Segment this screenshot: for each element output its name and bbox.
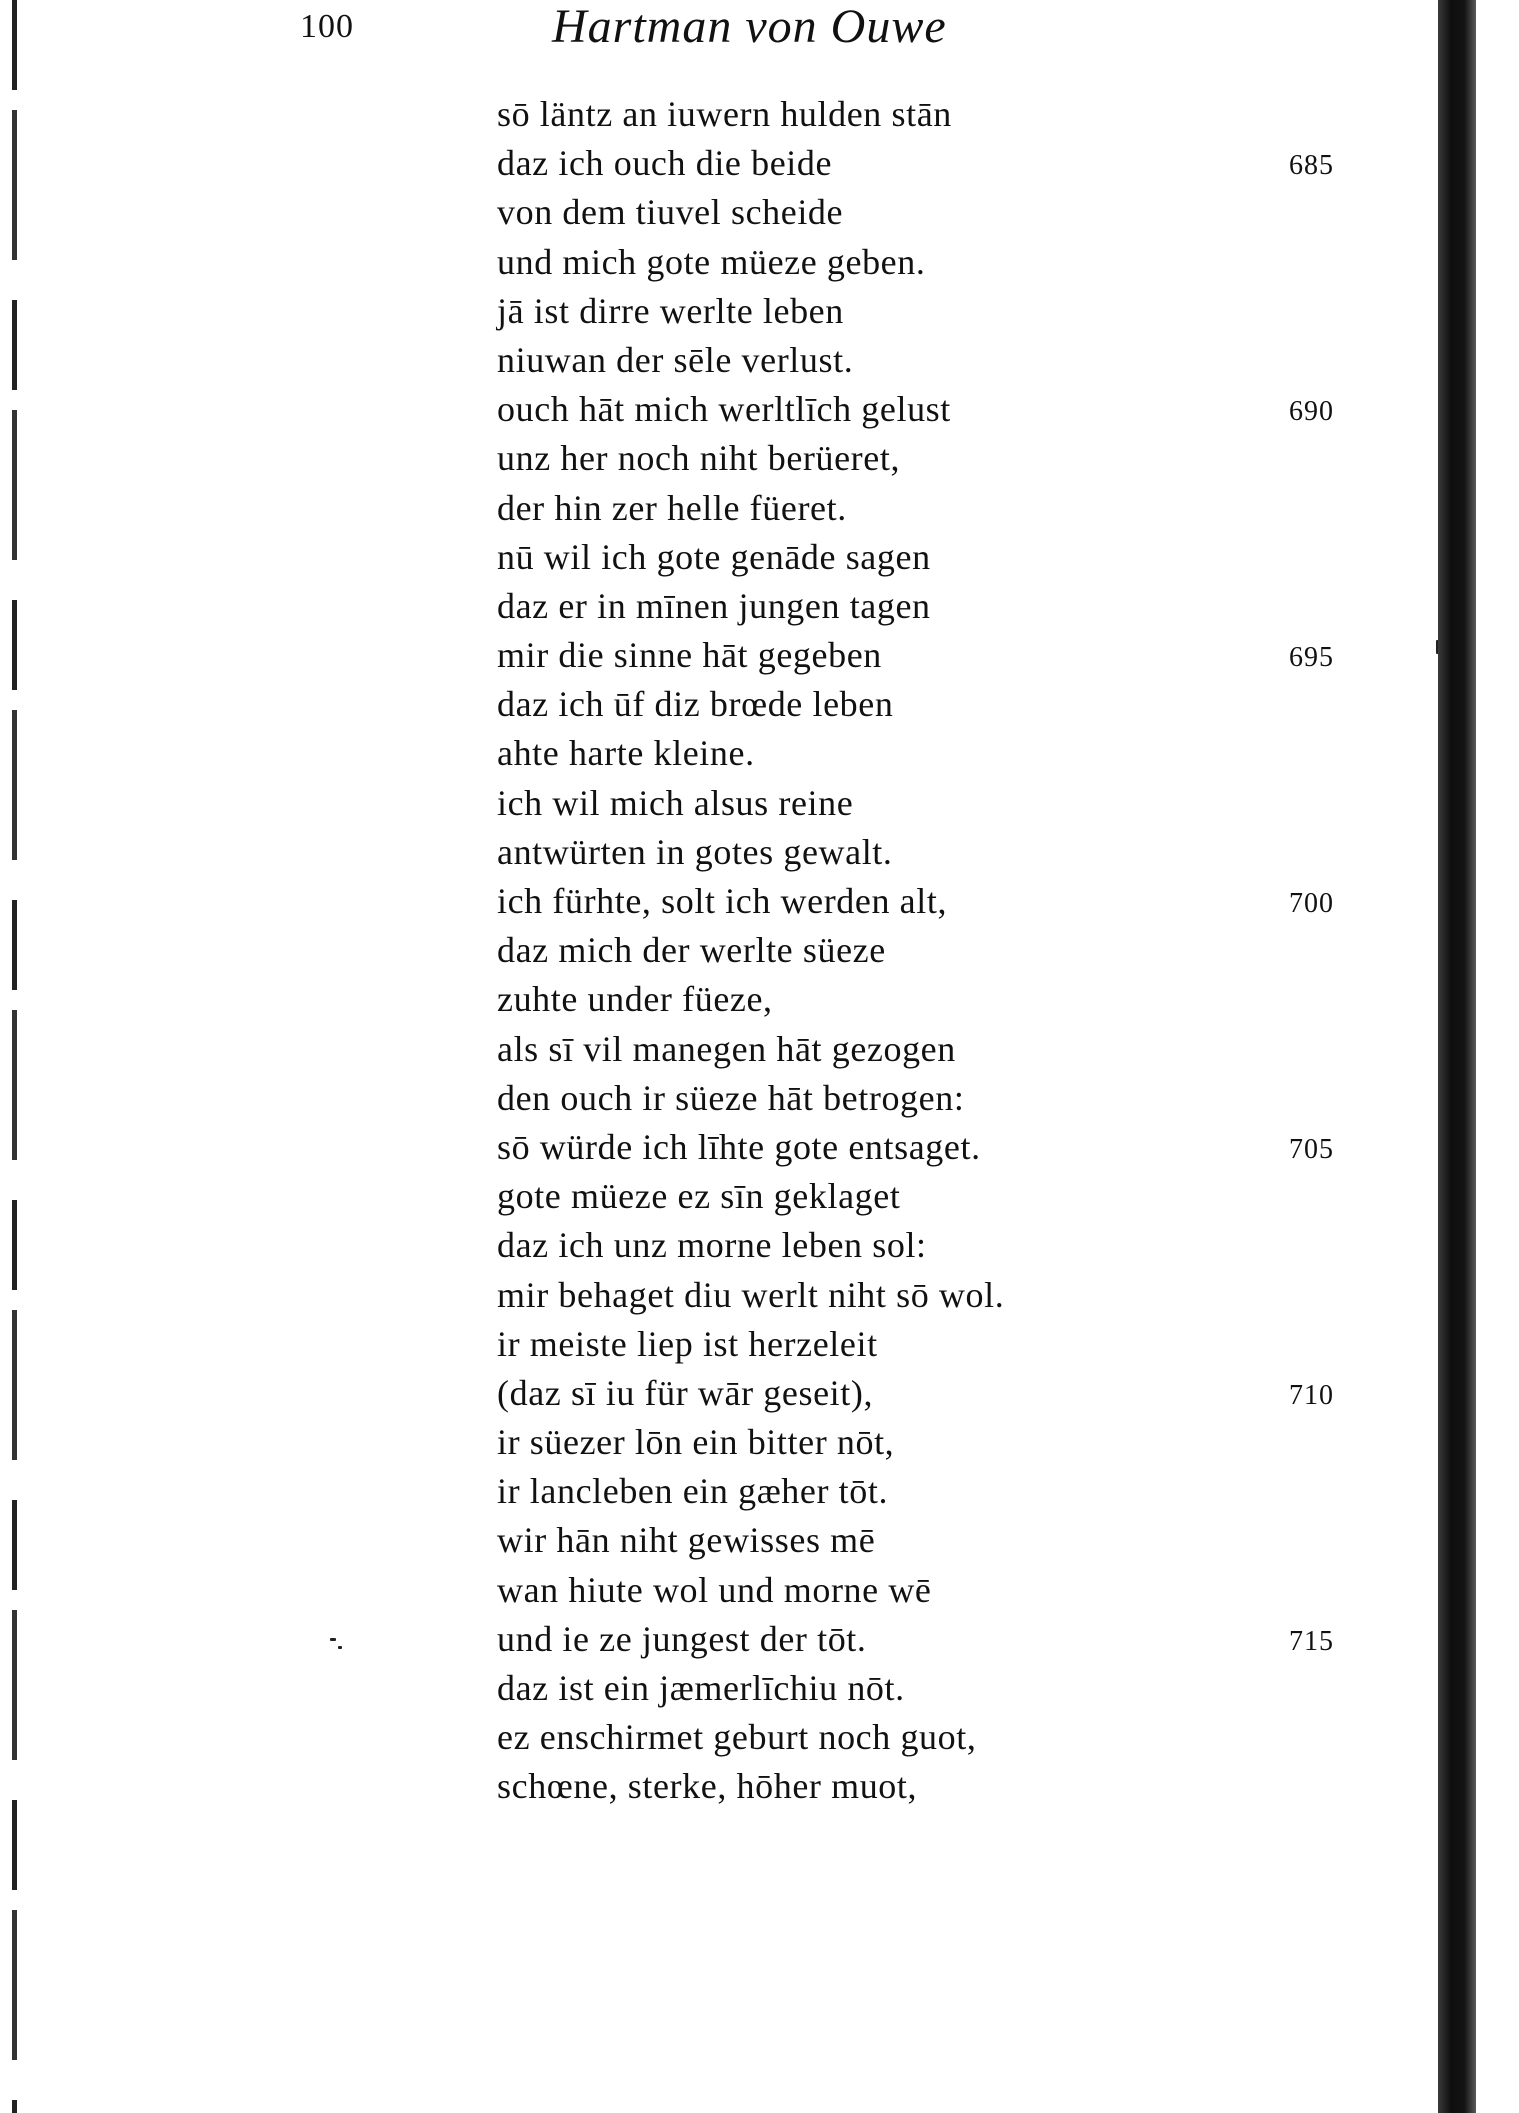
verse-line — [497, 582, 1397, 631]
verse-number: 700 — [1289, 888, 1334, 919]
verse-line — [497, 1271, 1397, 1320]
verse-line — [497, 1615, 1397, 1664]
verse-line — [497, 1713, 1397, 1762]
verse-line — [497, 1320, 1397, 1369]
page-margin-right — [1476, 0, 1519, 2113]
verse-line — [497, 877, 1397, 926]
verse-text: antwürten in gotes gewalt. — [497, 831, 893, 872]
verse-text: ir meiste liep ist herzeleit — [497, 1323, 878, 1364]
verse-text: von dem tiuvel scheide — [497, 192, 844, 233]
verse-block — [497, 90, 1397, 1812]
verse-line — [497, 287, 1397, 336]
verse-text: daz ich ouch die beide — [497, 143, 833, 184]
verse-line — [497, 1369, 1397, 1418]
verse-text: zuhte under füeze, — [497, 979, 773, 1020]
verse-text: (daz sī iu für wār geseit), — [497, 1372, 874, 1413]
verse-text: daz ich ūf diz brœde leben — [497, 684, 894, 725]
verse-text: gote müeze ez sīn geklaget — [497, 1176, 901, 1217]
verse-text: daz mich der werlte süeze — [497, 930, 886, 971]
verse-line — [497, 1566, 1397, 1615]
verse-line — [497, 1467, 1397, 1516]
verse-line — [497, 1172, 1397, 1221]
verse-line — [497, 1418, 1397, 1467]
verse-text: den ouch ir süeze hāt betrogen: — [497, 1077, 965, 1118]
verse-number: 705 — [1289, 1133, 1334, 1165]
verse-text: unz her noch niht berüeret, — [497, 438, 901, 479]
verse-line — [497, 434, 1397, 483]
verse-number: 715 — [1289, 1625, 1334, 1657]
verse-line — [497, 385, 1397, 434]
verse-text: schœne, sterke, hōher muot, — [497, 1766, 918, 1807]
verse-text: ahte harte kleine. — [497, 733, 755, 774]
verse-text: ez enschirmet geburt noch guot, — [497, 1717, 977, 1758]
scan-left-edge — [12, 0, 17, 2113]
verse-text: nū wil ich gote genāde sagen — [497, 536, 931, 577]
verse-line — [497, 533, 1397, 582]
verse-line — [497, 975, 1397, 1024]
verse-line — [497, 238, 1397, 287]
verse-line — [497, 1516, 1397, 1565]
verse-number: 695 — [1289, 642, 1334, 674]
verse-text: ich fürhte, solt ich werden alt, — [497, 881, 948, 921]
verse-line — [497, 1074, 1397, 1123]
verse-text: sō würde ich līhte gote entsaget. — [497, 1126, 981, 1167]
verse-text: niuwan der sēle verlust. — [497, 339, 854, 380]
verse-line — [497, 139, 1397, 188]
verse-text: ich wil mich alsus reine — [497, 782, 854, 823]
verse-text: daz ich unz morne leben sol: — [497, 1225, 927, 1266]
scan-speck — [338, 1646, 342, 1649]
verse-text: ouch hāt mich werltlīch gelust — [497, 389, 951, 430]
verse-line — [497, 1123, 1397, 1172]
verse-text: der hin zer helle füeret. — [497, 487, 847, 528]
verse-line — [497, 188, 1397, 237]
verse-text: wir hān niht gewisses mē — [497, 1520, 876, 1561]
verse-number: 710 — [1289, 1379, 1334, 1411]
binding-shadow — [1438, 0, 1476, 2113]
verse-line — [497, 1025, 1397, 1074]
verse-line — [497, 90, 1397, 139]
verse-line — [497, 631, 1397, 680]
verse-number: 690 — [1289, 396, 1334, 428]
running-head: Hartman von Ouwe — [552, 0, 947, 53]
verse-number: 685 — [1289, 150, 1334, 182]
verse-text: sō läntz an iuwern hulden stān — [497, 94, 952, 134]
verse-line — [497, 828, 1397, 877]
verse-text: mir die sinne hāt gegeben — [497, 635, 882, 676]
verse-text: daz er in mīnen jungen tagen — [497, 585, 931, 626]
verse-text: als sī vil manegen hāt gezogen — [497, 1028, 956, 1069]
verse-text: jā ist dirre werlte leben — [497, 290, 844, 331]
verse-line — [497, 779, 1397, 828]
verse-text: und mich gote müeze geben. — [497, 241, 926, 282]
verse-text: wan hiute wol und morne wē — [497, 1569, 932, 1610]
verse-text: ir süezer lōn ein bitter nōt, — [497, 1422, 895, 1463]
verse-line — [497, 1221, 1397, 1270]
verse-text: mir behaget diu werlt niht sō wol. — [497, 1274, 1005, 1315]
verse-text: ir lancleben ein gæher tōt. — [497, 1471, 889, 1512]
verse-text: und ie ze jungest der tōt. — [497, 1618, 867, 1659]
verse-line — [497, 729, 1397, 778]
verse-line — [497, 680, 1397, 729]
verse-line — [497, 484, 1397, 533]
verse-line — [497, 1664, 1397, 1713]
verse-line — [497, 1762, 1397, 1811]
verse-line — [497, 336, 1397, 385]
page-number: 100 — [300, 8, 354, 45]
verse-line — [497, 926, 1397, 975]
scan-speck — [330, 1638, 336, 1641]
verse-text: daz ist ein jæmerlīchiu nōt. — [497, 1668, 905, 1708]
